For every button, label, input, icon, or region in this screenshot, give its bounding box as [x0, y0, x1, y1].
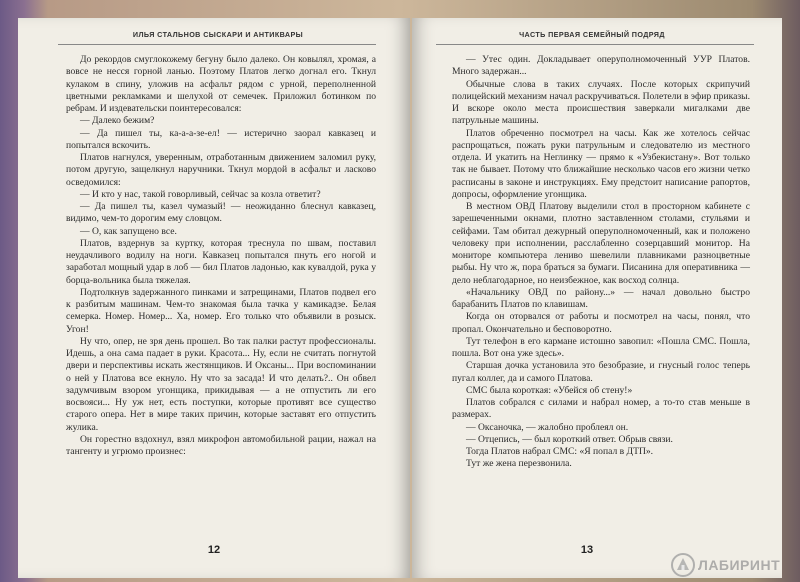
- labirint-watermark: [670, 552, 792, 578]
- left-running-header: [56, 30, 380, 39]
- paragraph: — Да пишел ты, казел чумазый! — неожиданно блеснул кавказец, видимо, чем-то дорогим ему словцом.: [66, 201, 376, 225]
- paragraph: — И кто у нас, такой говорливый, сейчас за козла ответит?: [80, 188, 321, 200]
- right-page-text: [452, 54, 750, 471]
- paragraph: Платов нагнулся, уверенным, отработанным движением заломил руку, потом другую, защелкнул наручники. Ткнул мордой в асфальт и ласково осведомился:: [66, 152, 376, 188]
- paragraph: — Да пишел ты, ка-а-а-зе-ел! — истерично заорал кавказец и попытался вскочить.: [66, 127, 376, 151]
- right-running-header: [432, 30, 752, 39]
- right-page: [412, 18, 782, 578]
- left-page-number: 12: [207, 544, 221, 556]
- left-page: [18, 18, 410, 578]
- paragraph: Платов обреченно посмотрел на часы. Как же хотелось сейчас распрощаться, пожать руки патрульным и следователю из местного отдела. И укатить на Неглинку — прямо к «Узбекистану». Вот только так не бывает. Потому что ближайшие несколько часов его жизни четко расписаны в законе и инструкциях. Ему предстоит написание рапортов, допросы, оформление угонщика.: [452, 127, 750, 200]
- paragraph: СМС была короткая: «Убейся об стену!»: [466, 384, 633, 396]
- paragraph: Тогда Платов набрал СМС: «Я попал в ДТП».: [466, 446, 654, 457]
- paragraph: — Оксаночка, — жалобно проблеял он.: [466, 421, 629, 433]
- right-header-rule: [436, 44, 754, 45]
- labirint-logo-icon: [670, 552, 696, 578]
- header-author: ИЛЬЯ СТАЛЬНОВ: [132, 30, 201, 39]
- left-page-text: [66, 54, 376, 458]
- paragraph: В местном ОВД Платову выделили стол в просторном кабинете с зарешеченными окнами, плотно заставленном столами, стульями и сейфами. Там обитал дежурный оперуполномоченный, как и положено человеку при исполнении, расслабленно созерцавший монитор. На мониторе компьютера лениво шевелили плавниками разноцветные рыбы. Ну что ж, пора браться за бумаги. Писанина для оперативника — дело неблагодарное, но неизбежное, как восход солнца.: [452, 201, 750, 286]
- paragraph: Обычные слова в таких случаях. После которых скрипучий полицейский механизм начал раскручиваться. Полетели в эфир приказы. И вскоре около места происшествия заверкали мигалками две патрульные машины.: [452, 78, 750, 127]
- paragraph: Когда он оторвался от работы и посмотрел на часы, понял, что пропал. Окончательно и бесповоротно.: [452, 311, 750, 335]
- paragraph: «Начальнику ОВД по району...» — начал довольно быстро барабанить Платов по клавишам.: [452, 286, 750, 310]
- paragraph: До рекордов смуглокожему бегуну было далеко. Он ковылял, хромая, а вовсе не несся горной ланью. Поэтому Платов легко догнал его. Ткнул кулаком в спину, уложив на асфальт рядом с урной, переполненной цветными рекламками и шелухой от семечек. Приложил ботинком по ребрам. И издевательски поинтересовался:: [66, 54, 376, 114]
- paragraph: — О, как запущено все.: [80, 225, 177, 237]
- header-book-title: СЫСКАРИ И АНТИКВАРЫ: [203, 30, 304, 39]
- watermark-text: ЛАБИРИНТ: [698, 557, 781, 573]
- paragraph: Платов собрался с силами и набрал номер, а то-то став меньше в размерах.: [452, 397, 750, 421]
- paragraph: — Отцепись, — был короткий ответ. Обрыв связи.: [466, 433, 673, 445]
- left-header-rule: [58, 44, 376, 45]
- paragraph: Тут телефон в его кармане истошно завопил: «Пошла СМС. Пошла, пошла. Вот она уже здесь».: [452, 335, 750, 359]
- header-part: ЧАСТЬ ПЕРВАЯ: [519, 30, 581, 39]
- paragraph: — Далеко бежим?: [80, 115, 155, 127]
- paragraph: — Утес один. Докладывает оперуполномоченный УУР Платов. Много задержан...: [452, 54, 750, 78]
- right-page-number: 13: [580, 544, 594, 556]
- paragraph: Старшая дочка установила это безобразие, и гнусный голос теперь пугал коллег, да и самого Платова.: [452, 360, 750, 384]
- paragraph: Он горестно вздохнул, взял микрофон автомобильной рации, нажал на тангенту и угрюмо произнес:: [66, 433, 376, 457]
- paragraph: Ну что, опер, не зря день прошел. Во так палки растут профессионалы. Идешь, а она сама падает в руки. Красота... Ну, если не считать погнутой двери и перспективы искать жестянщиков. И Оксаны... При воспоминании о ней у Платова все екнуло. Ну что за засада! И что делать?.. Он обвел задумчивым взором угонщика, прикидывая — а не отпустить ли его восвояси... Ну уж нет, есть поступки, которые противят все существо старого опера. Нет в мире таких причин, которые заставят его отпустить жулика.: [66, 335, 376, 433]
- paragraph: Подтолкнув задержанного пинками и затрещинами, Платов подвел его к разбитым машинам. Чем-то знакомая была тачка у камикадзе. Белая семерка. Номер. Номер... Ха, номер. Его только что объявили в розыск. Угон!: [66, 286, 376, 335]
- header-chapter-title: СЕМЕЙНЫЙ ПОДРЯД: [582, 30, 665, 39]
- paragraph: Платов, вздернув за куртку, которая треснула по швам, поставил неудачливого водилу на ноги. Кавказец попытался пнуть его ногой и заработал мощный удар в лоб — бил Платов ладонью, как кувалдой, рука у борца-вольника была тяжелая.: [66, 237, 376, 286]
- paragraph: Тут же жена перезвонила.: [466, 458, 572, 470]
